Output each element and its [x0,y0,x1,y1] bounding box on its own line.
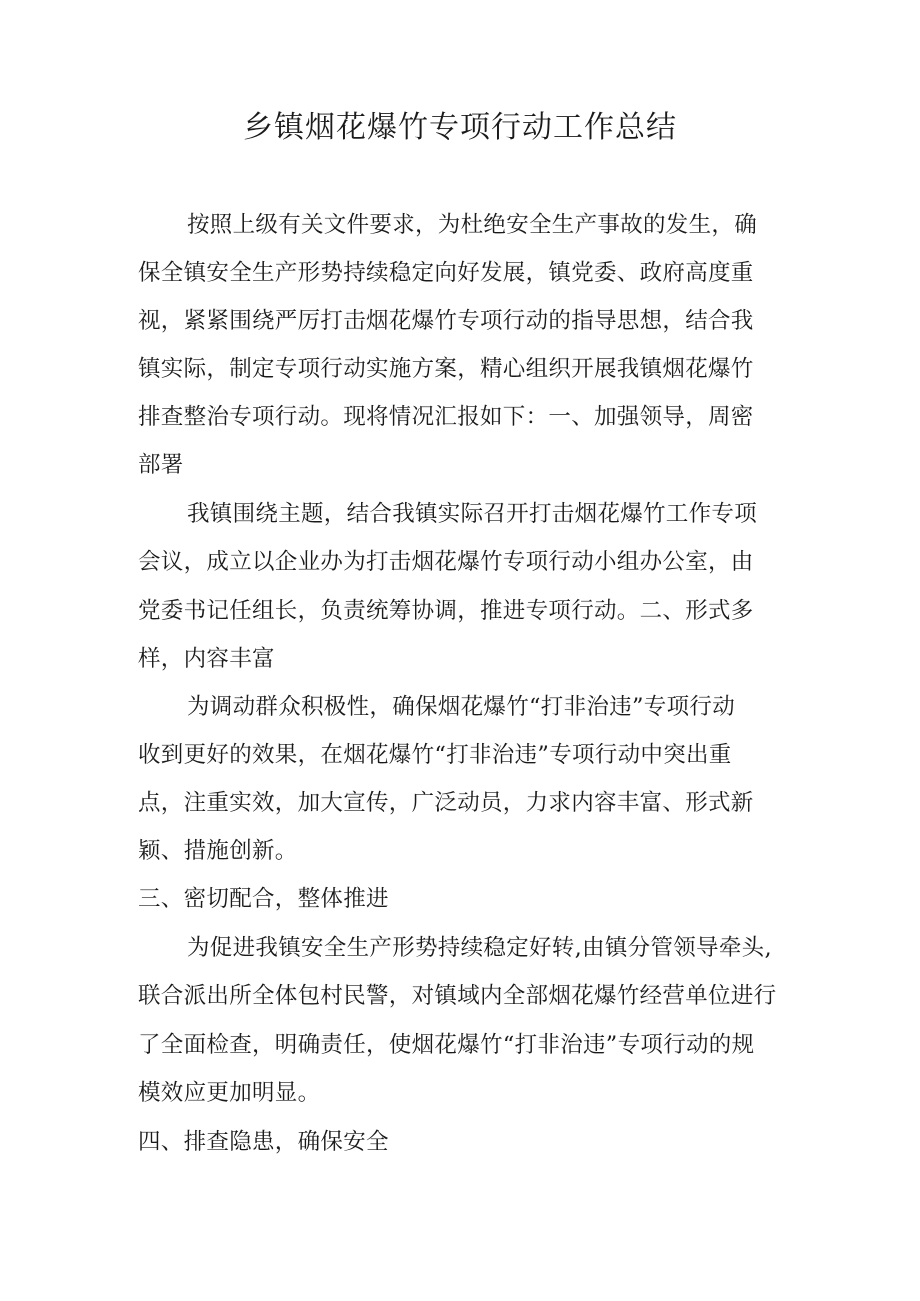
paragraph-line: 点，注重实效，加大宣传，广泛动员，力求内容丰富、形式新 [138,790,754,816]
paragraph-line: 会议，成立以企业办为打击烟花爆竹专项行动小组办公室，由 [138,549,754,575]
paragraph-line: 了全面检查，明确责任，使烟花爆竹“打非治违”专项行动的规 [138,1032,755,1058]
paragraph-line: 模效应更加明显。 [138,1080,321,1106]
paragraph-line: 样，内容丰富 [138,646,275,672]
paragraph-line: 为调动群众积极性，确保烟花爆竹“打非治违”专项行动 [187,694,736,720]
paragraph-line: 党委书记任组长，负责统筹协调，推进专项行动。二、形式多 [138,598,754,624]
paragraph-line: 颖、措施创新。 [138,838,298,864]
paragraph-line: 镇实际，制定专项行动实施方案，精心组织开展我镇烟花爆竹 [138,356,754,382]
section-heading: 四、排查隐患，确保安全 [138,1129,389,1155]
paragraph-line: 部署 [138,452,184,478]
section-heading: 三、密切配合，整体推进 [138,886,389,912]
paragraph-line: 我镇围绕主题，结合我镇实际召开打击烟花爆竹工作专项 [187,501,758,527]
paragraph-line: 按照上级有关文件要求，为杜绝安全生产事故的发生，确 [187,212,758,238]
paragraph-line: 联合派出所全体包村民警，对镇域内全部烟花爆竹经营单位进行 [138,983,777,1009]
paragraph-line: 为促进我镇安全生产形势持续稳定好转,由镇分管领导牵头, [187,935,772,961]
paragraph-line: 排查整治专项行动。现将情况汇报如下：一、加强领导，周密 [138,404,754,430]
document-title: 乡镇烟花爆竹专项行动工作总结 [243,110,677,145]
paragraph-line: 保全镇安全生产形势持续稳定向好发展，镇党委、政府高度重 [138,260,754,286]
paragraph-line: 收到更好的效果，在烟花爆竹“打非治违”专项行动中突出重 [138,742,732,768]
paragraph-line: 视，紧紧围绕严厉打击烟花爆竹专项行动的指导思想，结合我 [138,308,754,334]
